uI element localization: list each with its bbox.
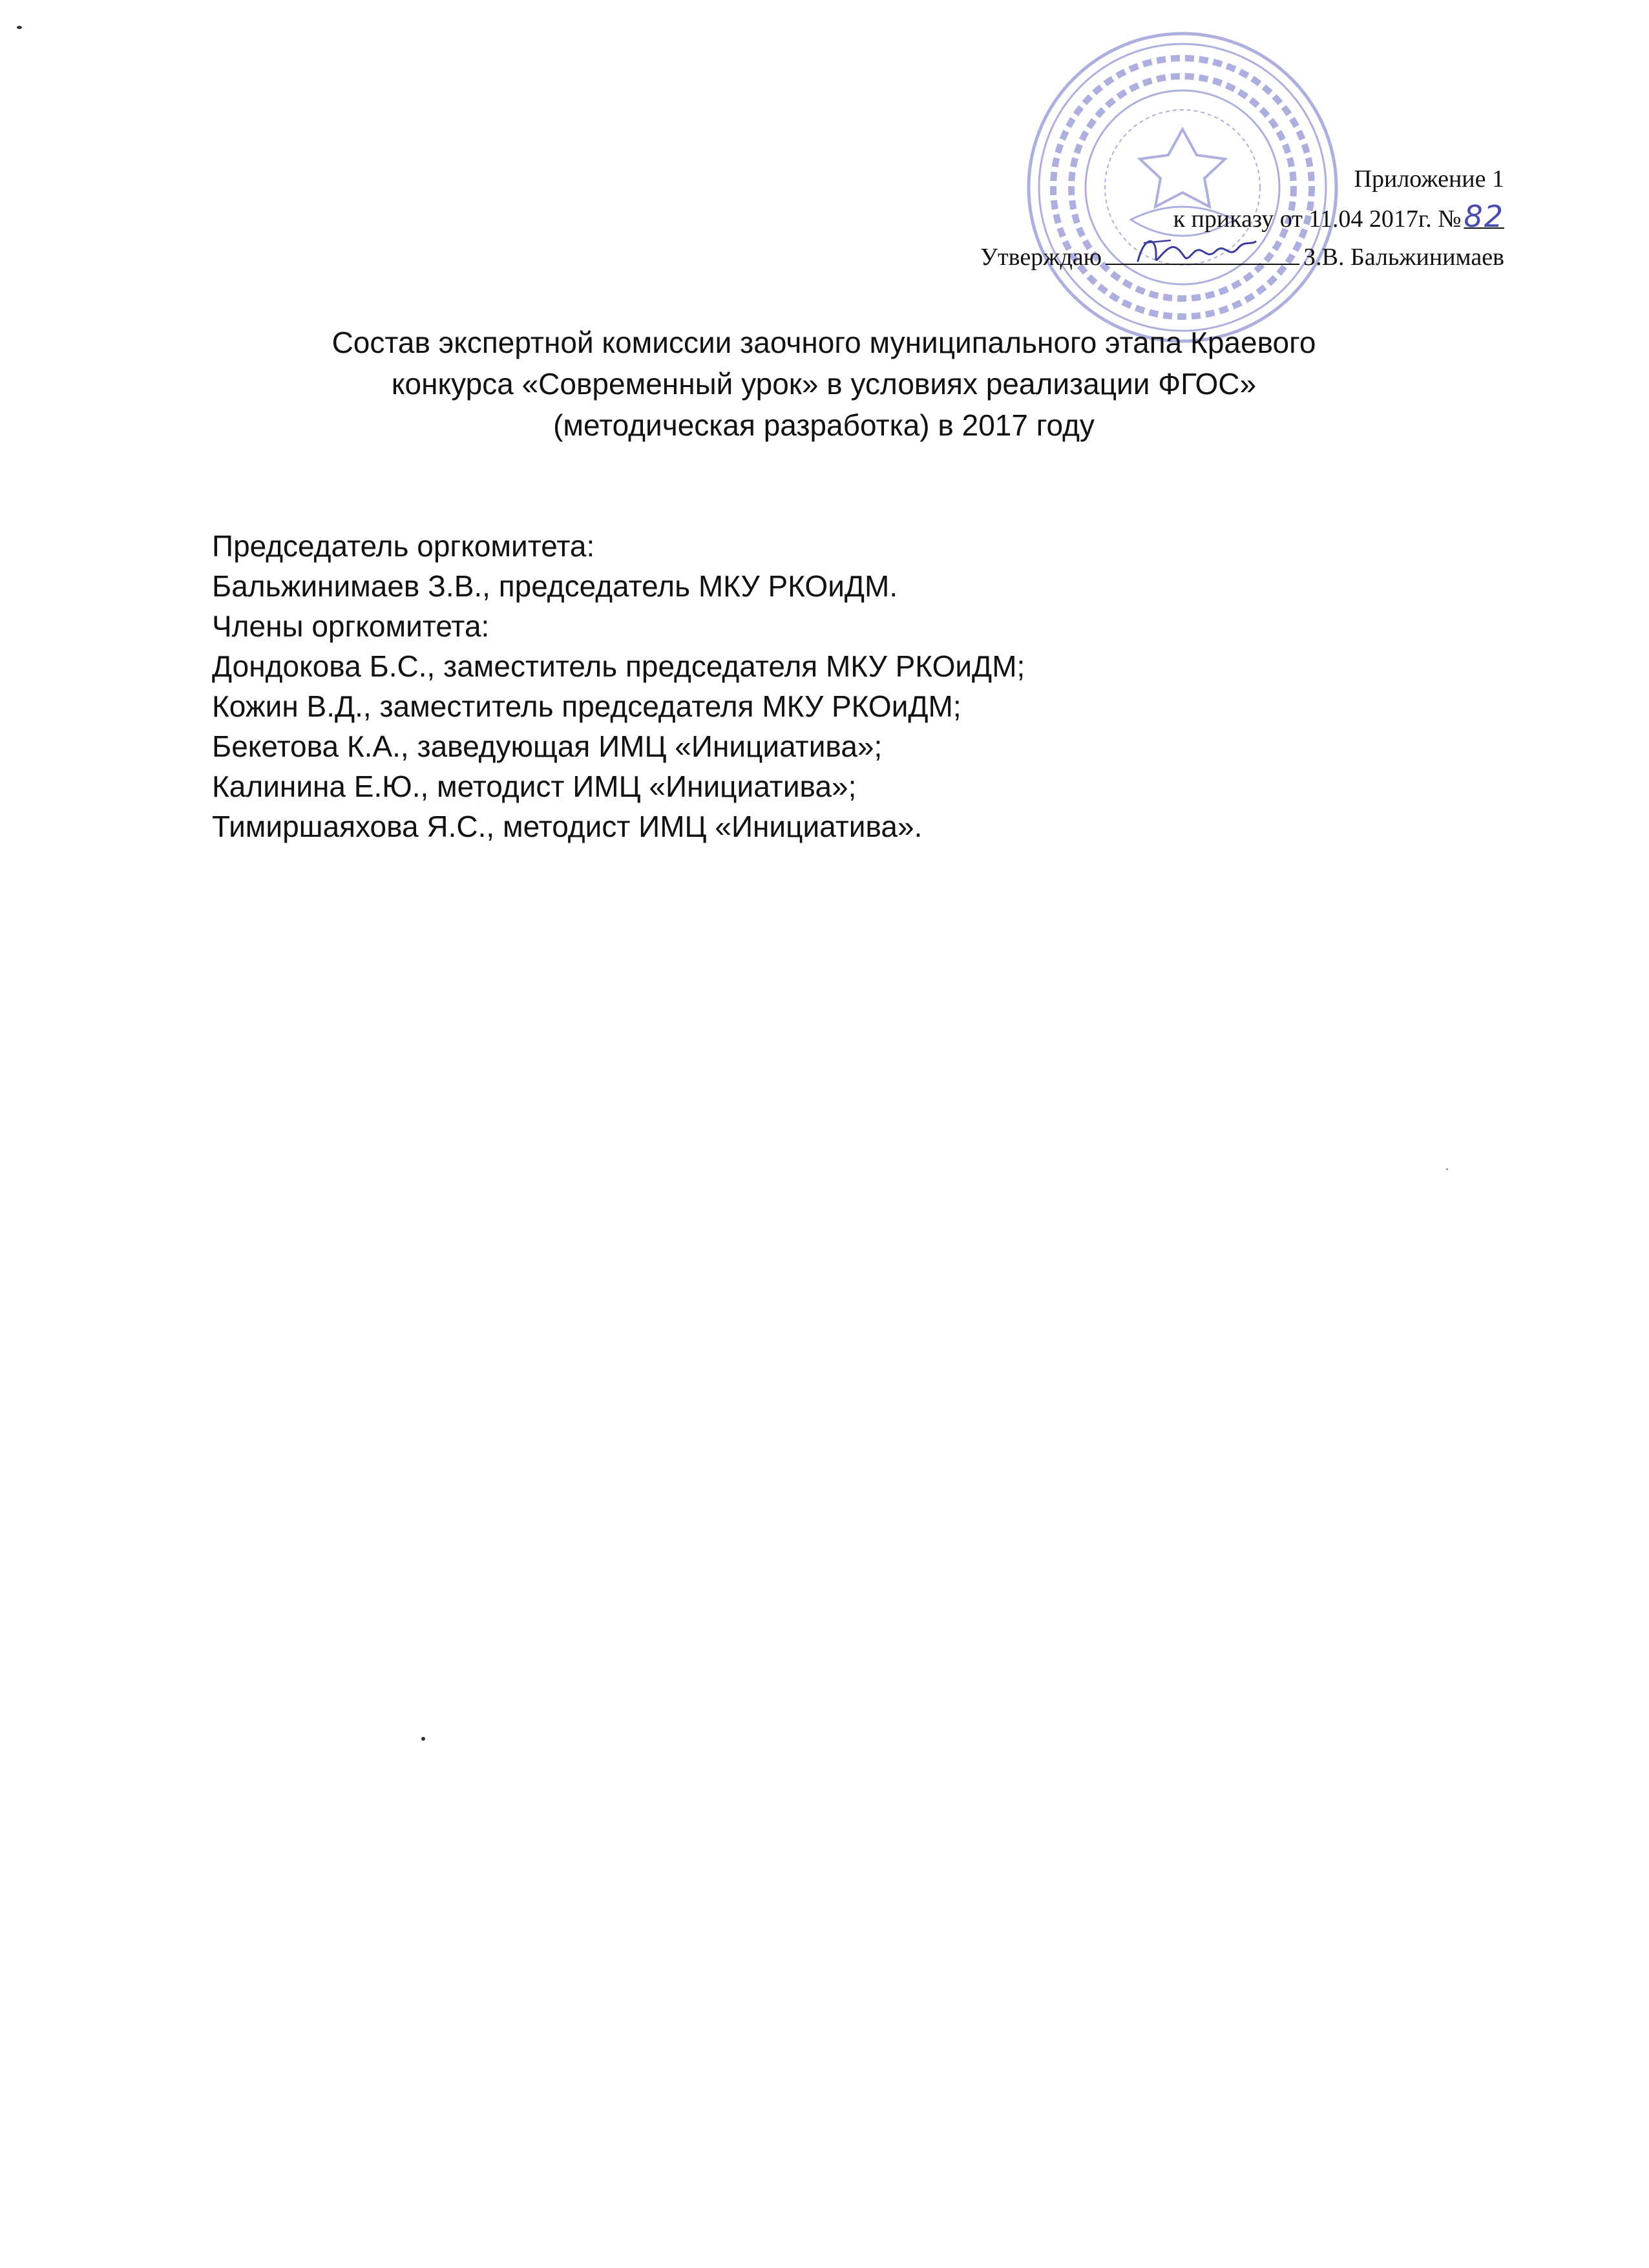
- chair-heading: Председатель оргкомитета:: [212, 529, 595, 563]
- order-number: 82: [1464, 199, 1504, 234]
- document-title: [194, 322, 1454, 446]
- title-line-3: (методическая разработка) в 2017 году: [553, 408, 1095, 442]
- approval-block: [980, 160, 1504, 276]
- order-prefix: к приказу от 11.04 2017г. №: [1173, 205, 1462, 233]
- scan-speck: [17, 26, 22, 29]
- committee-list: [212, 526, 1025, 846]
- approver-name: З.В. Бальжинимаев: [1303, 244, 1504, 271]
- approval-signature-row: [980, 238, 1504, 276]
- member-entry: Дондокова Б.С., заместитель председателя МКУ РКОиДМ;: [212, 649, 1025, 683]
- chair-entry: Бальжинимаев З.В., председатель МКУ РКОиДМ.: [212, 569, 898, 603]
- appendix-label: Приложение 1: [1354, 165, 1504, 193]
- signature-line: [1106, 238, 1299, 265]
- member-entry: Кожин В.Д., заместитель председателя МКУ РКОиДМ;: [212, 689, 961, 723]
- scan-speck: [1446, 1168, 1448, 1170]
- member-entry: Тимиршаяхова Я.С., методист ИМЦ «Инициатива».: [212, 810, 923, 843]
- scan-speck: [421, 1737, 425, 1741]
- handwritten-signature-icon: [1131, 229, 1261, 274]
- member-entry: Бекетова К.А., заведующая ИМЦ «Инициатива»;: [212, 730, 883, 763]
- approve-label: Утверждаю: [980, 244, 1102, 271]
- member-entry: Калинина Е.Ю., методист ИМЦ «Инициатива»;: [212, 770, 857, 803]
- title-line-1: Состав экспертной комиссии заочного муниципального этапа Краевого: [331, 326, 1316, 359]
- title-line-2: конкурса «Современный урок» в условиях реализации ФГОС»: [391, 367, 1257, 401]
- members-heading: Члены оргкомитета:: [212, 609, 490, 643]
